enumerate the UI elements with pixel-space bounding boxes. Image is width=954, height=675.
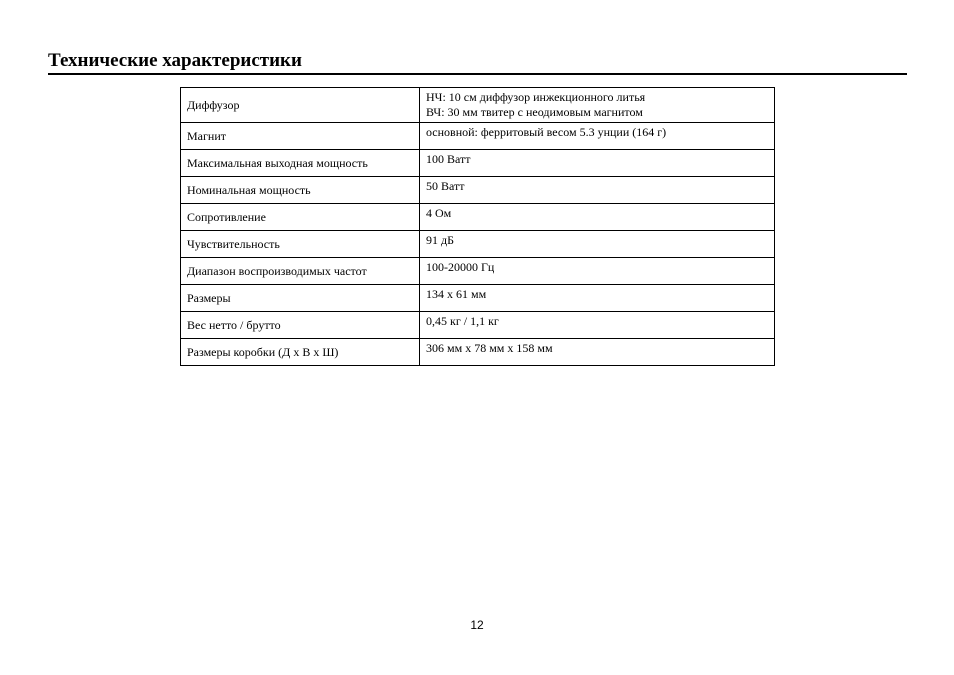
spec-row (181, 312, 775, 339)
page-number: 12 (470, 618, 484, 632)
spec-value (420, 150, 775, 177)
spec-label: Диффузор (181, 88, 420, 123)
spec-row (181, 231, 775, 258)
spec-value-line: НЧ: 10 см диффузор инжекционного литья (426, 90, 646, 104)
spec-label: Вес нетто / брутто (181, 312, 420, 339)
spec-value-line: ВЧ: 30 мм твитер с неодимовым магнитом (426, 105, 643, 119)
spec-value-line: 91 дБ (426, 233, 454, 247)
spec-row (181, 123, 775, 150)
spec-label: Максимальная выходная мощность (181, 150, 420, 177)
spec-value-line: 100 Ватт (426, 152, 471, 166)
spec-label: Размеры (181, 285, 420, 312)
spec-label: Диапазон воспроизводимых частот (181, 258, 420, 285)
spec-label: Сопротивление (181, 204, 420, 231)
spec-row (181, 285, 775, 312)
spec-value-line: основной: ферритовый весом 5.3 унции (164 г) (426, 125, 667, 139)
spec-value-line: 134 х 61 мм (426, 287, 487, 301)
spec-table-body (181, 88, 775, 366)
spec-value (420, 177, 775, 204)
spec-row (181, 177, 775, 204)
spec-value-line: 4 Ом (426, 206, 452, 220)
spec-row (181, 204, 775, 231)
spec-value-line: 0,45 кг / 1,1 кг (426, 314, 499, 328)
spec-value (420, 123, 775, 150)
spec-row (181, 339, 775, 366)
spec-value (420, 88, 775, 123)
page-title: Технические характеристики (48, 50, 302, 71)
spec-table (180, 87, 775, 366)
spec-value-line: 100-20000 Гц (426, 260, 495, 274)
spec-value (420, 204, 775, 231)
spec-value (420, 285, 775, 312)
spec-value (420, 339, 775, 366)
spec-value-line: 306 мм х 78 мм х 158 мм (426, 341, 553, 355)
spec-value (420, 312, 775, 339)
spec-value (420, 258, 775, 285)
spec-row (181, 150, 775, 177)
spec-value-line: 50 Ватт (426, 179, 465, 193)
spec-label: Чувствительность (181, 231, 420, 258)
spec-label: Магнит (181, 123, 420, 150)
title-underline (48, 73, 907, 75)
spec-row (181, 88, 775, 123)
spec-value (420, 231, 775, 258)
spec-label: Номинальная мощность (181, 177, 420, 204)
spec-label: Размеры коробки (Д х В х Ш) (181, 339, 420, 366)
spec-row (181, 258, 775, 285)
